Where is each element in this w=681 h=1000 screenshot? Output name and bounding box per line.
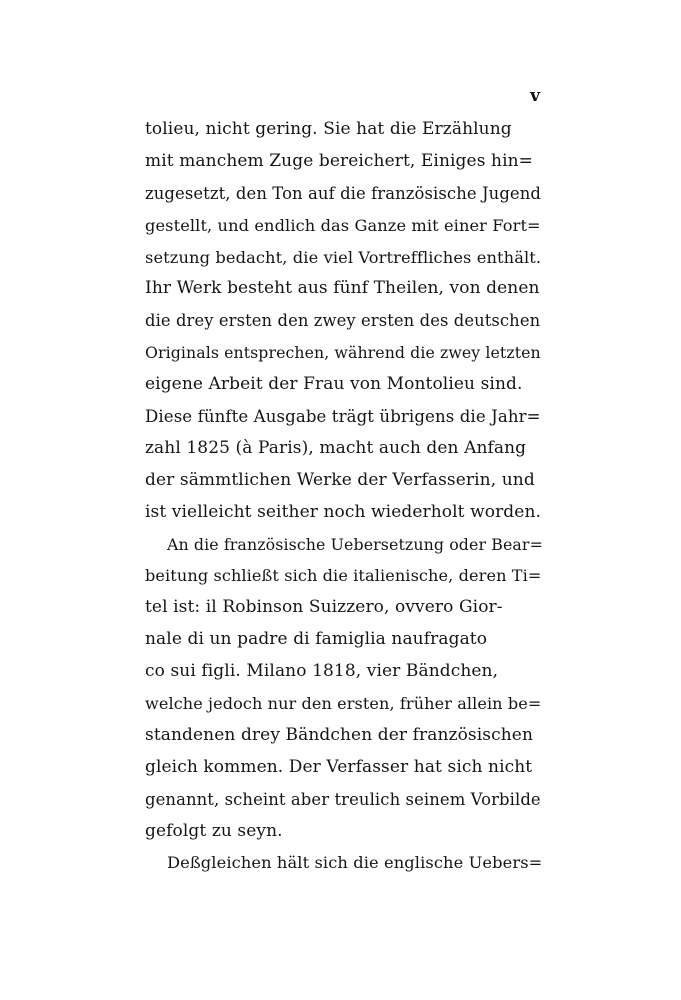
text-line: tolieu, nicht gering. Sie hat die Erzählung [145, 119, 512, 139]
text-line: tel ist: il Robinson Suizzero, ovvero Gior- [145, 597, 503, 618]
text-line: Ihr Werk besteht aus fünf Theilen, von denen [145, 278, 540, 299]
paragraph-start-line: An die französische Uebersetzung oder Bear= [167, 534, 543, 554]
text-line: die drey ersten den zwey ersten des deutschen [145, 311, 541, 331]
paragraph-start-line: Deßgleichen hält sich die englische Uebers= [167, 853, 543, 873]
text-line: co sui figli. Milano 1818, vier Bändchen, [145, 661, 499, 682]
text-line: der sämmtlichen Werke der Verfasserin, und [145, 469, 535, 490]
text-line: standenen drey Bändchen der französischen [145, 724, 533, 745]
text-line: gleich kommen. Der Verfasser hat sich nicht [145, 756, 533, 777]
page-number: v [530, 86, 540, 106]
text-line: nale di un padre di famiglia naufragato [145, 629, 488, 650]
text-line: eigene Arbeit der Frau von Montolieu sind. [145, 374, 523, 395]
text-line: mit manchem Zuge bereichert, Einiges hin= [145, 150, 534, 171]
text-line: Diese fünfte Ausgabe trägt übrigens die Jahr= [145, 407, 541, 427]
text-line: gefolgt zu seyn. [145, 820, 283, 841]
text-line: Originals entsprechen, während die zwey letzten [145, 343, 541, 363]
text-line: gestellt, und endlich das Ganze mit einer Fort= [145, 215, 541, 235]
body-text [145, 114, 545, 879]
text-line: zugesetzt, den Ton auf die französische Jugend [145, 183, 542, 203]
text-line: setzung bedacht, die viel Vortreffliches enthält. [145, 247, 542, 267]
text-line: beitung schließt sich die italienische, deren Ti= [145, 566, 542, 586]
text-line: welche jedoch nur den ersten, früher allein be= [145, 694, 542, 714]
text-line: ist vielleicht seither noch wiederholt worden. [145, 501, 542, 522]
text-line: genannt, scheint aber treulich seinem Vorbilde [145, 789, 541, 809]
text-line: zahl 1825 (à Paris), macht auch den Anfang [145, 437, 527, 458]
